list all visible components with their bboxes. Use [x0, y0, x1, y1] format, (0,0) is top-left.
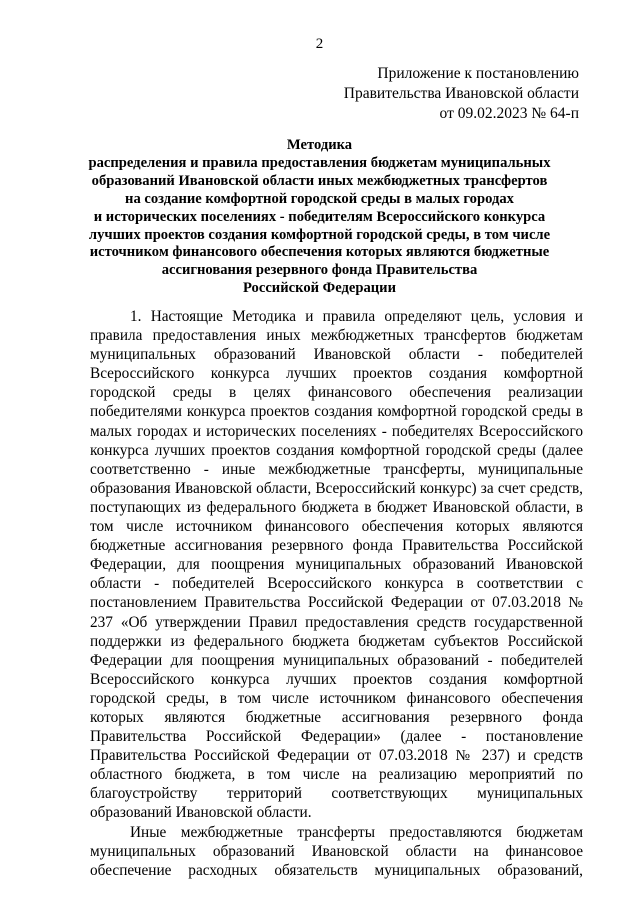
title-line: распределения и правила предоставления бюджетам муниципальных [88, 154, 551, 171]
title-line: на создание комфортной городской среды в малых городах [125, 190, 514, 207]
title-line: Методика [286, 137, 353, 153]
title-line: ассигнования резервного фонда Правительства [161, 262, 478, 279]
document-title [60, 137, 579, 298]
title-line: и исторических поселениях - победителям Всероссийского конкурса [93, 208, 546, 225]
appendix-line: Приложение к постановлению [377, 65, 579, 82]
paragraph-1: 1. Настоящие Методика и правила определяют цель, условия и правила предоставления иных межбюджетных трансфертов бюджетам муниципальных образований Ивановской области - победителей Всероссийского конкурса лучших проектов создания комфортной городской среды в целях финансового обеспечения реализации победителями конкурса проектов создания комфортной городской среды в малых городах и исторических поселениях - победителях Всероссийского конкурса лучших проектов создания комфортной городской среды (далее соответственно - иные межбюджетные трансферты, муниципальные образования Ивановской области, Всероссийский конкурс) за счет средств, поступающих из федерального бюджета в бюджет Ивановской области, в том числе источником финансового обеспечения которых являются бюджетные ассигнования резервного фонда Правительства Российской Федерации, для поощрения муниципальных образований Ивановской области - победителей Всероссийского конкурса в соответствии с постановлением Правительства Российской Федерации от 07.03.2018 № 237 «Об утверждении Правил предоставления средств государственной поддержки из федерального бюджета бюджетам субъектов Российской Федерации для поощрения муниципальных образований - победителей Всероссийского конкурса лучших проектов создания комфортной городской среды, в том числе источником финансового обеспечения которых являются бюджетные ассигнования резервного фонда Правительства Российской Федерации» (далее - постановление Правительства Российской Федерации от 07.03.2018 № 237) и средств областного бюджета, в том числе на реализацию мероприятий по благоустройству территорий соответствующих муниципальных образований Ивановской области. [90, 308, 583, 822]
appendix-line: от 09.02.2023 № 64-п [439, 105, 579, 122]
page-number: 2 [315, 36, 324, 52]
paragraph-2: Иные межбюджетные трансферты предоставляются бюджетам муниципальных образований Ивановской области на финансовое обеспечение расходных обязательств муниципальных образований, [90, 823, 583, 879]
appendix-header [344, 64, 579, 124]
title-line: Российской Федерации [243, 280, 396, 297]
appendix-line: Правительства Ивановской области [343, 85, 579, 102]
title-line: источником финансового обеспечения которых являются бюджетные [89, 244, 550, 261]
title-line: лучших проектов создания комфортной городской среды, в том числе [88, 226, 551, 243]
title-line: образований Ивановской области иных межбюджетных трансфертов [91, 172, 548, 189]
document-body [90, 307, 583, 880]
